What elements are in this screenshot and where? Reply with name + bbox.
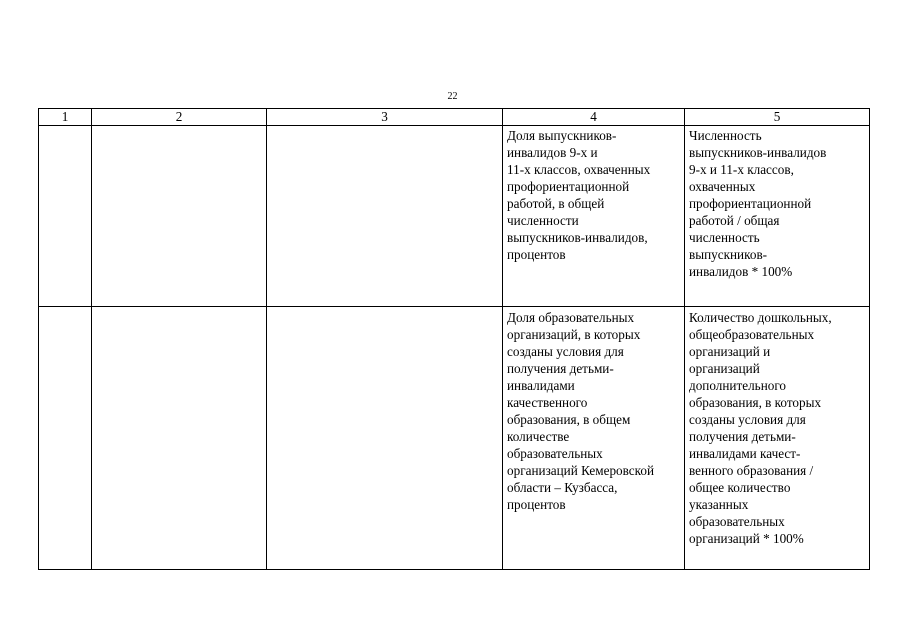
indicator-table	[38, 108, 870, 570]
indicator-name-cell: Доля выпускников- инвалидов 9-х и 11-х классов, охваченных профориентационной работой, в общей численности выпускников-инвалидов, процентов	[503, 126, 685, 307]
table-cell	[92, 126, 267, 307]
column-header: 1	[39, 109, 92, 126]
indicator-formula-cell: Количество дошкольных, общеобразовательных организаций и организаций дополнительного образования, в которых созданы условия для получения детьми- инвалидами качест- венного образования / общее количество указанных образовательных организаций * 100%	[685, 307, 870, 570]
page-number: 22	[447, 91, 458, 102]
indicator-name-cell: Доля образовательных организаций, в которых созданы условия для получения детьми- инвалидами качественного образования, в общем количестве образовательных организаций Кемеровской области – Кузбасса, процентов	[503, 307, 685, 570]
table-cell	[39, 126, 92, 307]
table-cell	[92, 307, 267, 570]
column-header: 3	[267, 109, 503, 126]
table-header-row	[39, 109, 870, 126]
column-header: 5	[685, 109, 870, 126]
indicator-formula-cell: Численность выпускников-инвалидов 9-х и 11-х классов, охваченных профориентационной работой / общая численность выпускников- инвалидов * 100%	[685, 126, 870, 307]
column-header: 4	[503, 109, 685, 126]
table-cell	[267, 126, 503, 307]
table-cell	[267, 307, 503, 570]
table-row	[39, 307, 870, 570]
table-cell	[39, 307, 92, 570]
column-header: 2	[92, 109, 267, 126]
table-row	[39, 126, 870, 307]
